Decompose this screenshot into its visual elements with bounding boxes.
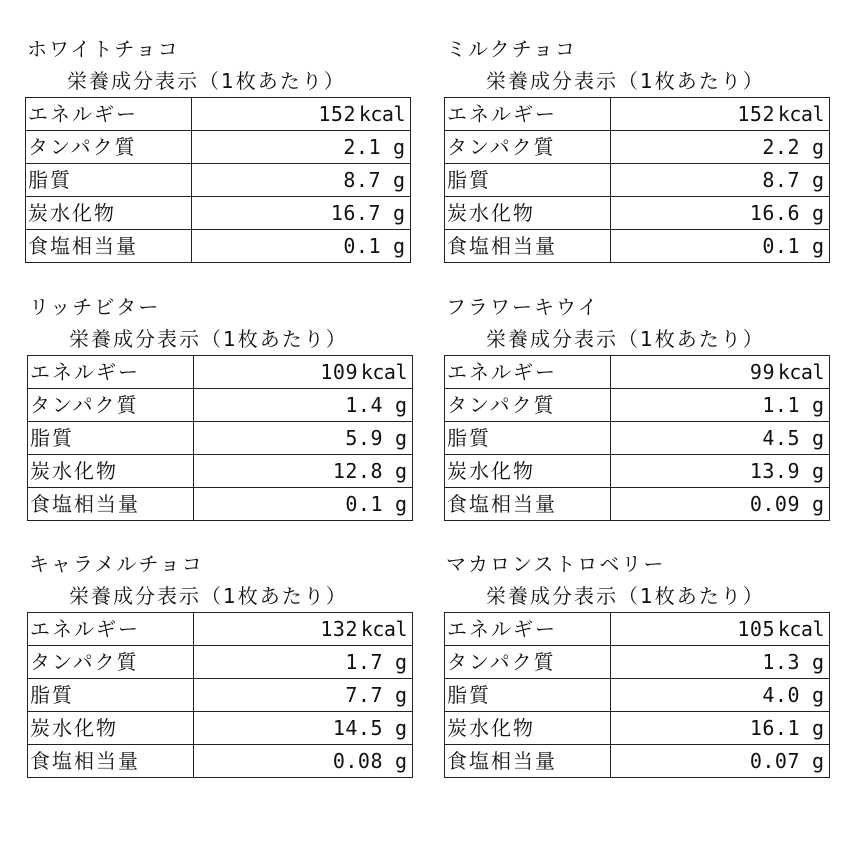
table-caption: 栄養成分表示（1枚あたり）	[69, 327, 348, 351]
table-row	[28, 455, 413, 488]
row-value-cell	[611, 488, 830, 521]
nutrition-table	[444, 612, 830, 778]
row-value-cell	[192, 164, 411, 197]
row-label: 脂質	[445, 679, 611, 712]
product-name: リッチビター	[29, 295, 161, 319]
product-name: ホワイトチョコ	[27, 37, 180, 61]
salt-value: 0.09	[749, 492, 800, 516]
table-caption: 栄養成分表示（1枚あたり）	[69, 584, 348, 608]
row-label: 脂質	[26, 164, 192, 197]
unit-kcal: kcal	[777, 617, 824, 641]
row-value-cell	[192, 197, 411, 230]
nutrition-table	[27, 355, 413, 521]
table-row	[28, 712, 413, 745]
table-row	[445, 488, 830, 521]
unit-g: g	[392, 135, 405, 159]
energy-value: 99	[749, 360, 775, 384]
table-row	[445, 389, 830, 422]
table-row	[28, 389, 413, 422]
fat-value: 5.9	[345, 426, 383, 450]
table-row	[445, 422, 830, 455]
table-row	[28, 422, 413, 455]
salt-value: 0.1	[762, 234, 800, 258]
row-label: タンパク質	[28, 389, 194, 422]
protein-value: 1.3	[762, 650, 800, 674]
table-row	[28, 356, 413, 389]
fat-value: 4.0	[762, 683, 800, 707]
unit-g: g	[811, 650, 824, 674]
row-value-cell	[194, 712, 413, 745]
row-value-cell	[611, 164, 830, 197]
unit-g: g	[811, 168, 824, 192]
unit-g: g	[811, 426, 824, 450]
row-value-cell	[192, 131, 411, 164]
unit-g: g	[811, 492, 824, 516]
table-row	[445, 455, 830, 488]
unit-kcal: kcal	[777, 102, 824, 126]
row-value-cell	[192, 230, 411, 263]
row-label: エネルギー	[445, 98, 611, 131]
table-row	[445, 131, 830, 164]
table-row	[26, 131, 411, 164]
row-label: 脂質	[28, 679, 194, 712]
table-caption: 栄養成分表示（1枚あたり）	[67, 69, 346, 93]
energy-value: 152	[318, 102, 356, 126]
unit-g: g	[811, 749, 824, 773]
row-label: エネルギー	[28, 356, 194, 389]
table-row	[445, 646, 830, 679]
table-row	[445, 356, 830, 389]
table-row	[445, 197, 830, 230]
unit-kcal: kcal	[358, 102, 405, 126]
table-row	[445, 613, 830, 646]
carb-value: 16.6	[749, 201, 800, 225]
row-value-cell	[194, 488, 413, 521]
unit-g: g	[394, 459, 407, 483]
row-label: エネルギー	[445, 356, 611, 389]
protein-value: 2.2	[762, 135, 800, 159]
unit-g: g	[394, 492, 407, 516]
salt-value: 0.1	[343, 234, 381, 258]
table-row	[445, 98, 830, 131]
unit-g: g	[394, 393, 407, 417]
unit-g: g	[811, 716, 824, 740]
row-value-cell	[194, 679, 413, 712]
unit-g: g	[394, 426, 407, 450]
unit-g: g	[394, 749, 407, 773]
salt-value: 0.1	[345, 492, 383, 516]
table-row	[445, 745, 830, 778]
row-value-cell	[194, 613, 413, 646]
protein-value: 1.4	[345, 393, 383, 417]
row-value-cell	[611, 712, 830, 745]
table-row	[26, 164, 411, 197]
row-value-cell	[611, 230, 830, 263]
unit-g: g	[394, 650, 407, 674]
unit-g: g	[811, 683, 824, 707]
energy-value: 132	[320, 617, 358, 641]
row-label: 食塩相当量	[28, 488, 194, 521]
row-label: 脂質	[445, 422, 611, 455]
nutrition-table	[444, 97, 830, 263]
nutrition-table	[25, 97, 411, 263]
row-value-cell	[611, 422, 830, 455]
table-row	[445, 230, 830, 263]
fat-value: 8.7	[343, 168, 381, 192]
row-value-cell	[611, 356, 830, 389]
unit-g: g	[811, 393, 824, 417]
row-label: 炭水化物	[445, 197, 611, 230]
row-value-cell	[194, 356, 413, 389]
carb-value: 14.5	[332, 716, 383, 740]
row-value-cell	[194, 455, 413, 488]
row-label: 炭水化物	[26, 197, 192, 230]
unit-kcal: kcal	[360, 360, 407, 384]
nutrition-table	[444, 355, 830, 521]
protein-value: 2.1	[343, 135, 381, 159]
row-value-cell	[194, 422, 413, 455]
row-label: エネルギー	[28, 613, 194, 646]
product-name: フラワーキウイ	[446, 295, 600, 319]
row-label: 食塩相当量	[26, 230, 192, 263]
row-label: 炭水化物	[28, 712, 194, 745]
unit-kcal: kcal	[777, 360, 824, 384]
carb-value: 13.9	[749, 459, 800, 483]
row-label: エネルギー	[26, 98, 192, 131]
unit-g: g	[394, 716, 407, 740]
energy-value: 109	[320, 360, 358, 384]
row-label: 食塩相当量	[445, 488, 611, 521]
row-label: タンパク質	[28, 646, 194, 679]
salt-value: 0.08	[332, 749, 383, 773]
row-label: 炭水化物	[445, 455, 611, 488]
row-label: 炭水化物	[445, 712, 611, 745]
table-row	[28, 488, 413, 521]
unit-g: g	[392, 168, 405, 192]
fat-value: 7.7	[345, 683, 383, 707]
unit-g: g	[811, 135, 824, 159]
row-label: 脂質	[28, 422, 194, 455]
row-value-cell	[611, 389, 830, 422]
row-label: 炭水化物	[28, 455, 194, 488]
unit-g: g	[811, 234, 824, 258]
unit-kcal: kcal	[360, 617, 407, 641]
protein-value: 1.7	[345, 650, 383, 674]
carb-value: 16.7	[330, 201, 381, 225]
row-value-cell	[192, 98, 411, 131]
product-name: キャラメルチョコ	[29, 552, 204, 576]
table-row	[26, 230, 411, 263]
fat-value: 8.7	[762, 168, 800, 192]
row-value-cell	[194, 389, 413, 422]
carb-value: 12.8	[332, 459, 383, 483]
row-label: 食塩相当量	[28, 745, 194, 778]
row-label: 脂質	[445, 164, 611, 197]
table-row	[445, 164, 830, 197]
table-caption: 栄養成分表示（1枚あたり）	[486, 69, 765, 93]
row-value-cell	[611, 745, 830, 778]
row-value-cell	[611, 131, 830, 164]
table-row	[28, 613, 413, 646]
protein-value: 1.1	[762, 393, 800, 417]
carb-value: 16.1	[749, 716, 800, 740]
table-row	[26, 197, 411, 230]
table-caption: 栄養成分表示（1枚あたり）	[486, 584, 765, 608]
table-caption: 栄養成分表示（1枚あたり）	[486, 327, 765, 351]
row-label: エネルギー	[445, 613, 611, 646]
energy-value: 105	[737, 617, 775, 641]
row-label: 食塩相当量	[445, 745, 611, 778]
row-value-cell	[611, 679, 830, 712]
row-label: タンパク質	[445, 646, 611, 679]
row-value-cell	[194, 646, 413, 679]
unit-g: g	[392, 234, 405, 258]
row-label: タンパク質	[445, 131, 611, 164]
row-value-cell	[611, 197, 830, 230]
table-row	[26, 98, 411, 131]
table-row	[445, 712, 830, 745]
product-name: ミルクチョコ	[446, 37, 577, 61]
salt-value: 0.07	[749, 749, 800, 773]
row-label: 食塩相当量	[445, 230, 611, 263]
row-value-cell	[611, 455, 830, 488]
nutrition-table	[27, 612, 413, 778]
row-value-cell	[611, 613, 830, 646]
row-value-cell	[611, 646, 830, 679]
row-label: タンパク質	[26, 131, 192, 164]
unit-g: g	[392, 201, 405, 225]
row-value-cell	[194, 745, 413, 778]
unit-g: g	[394, 683, 407, 707]
energy-value: 152	[737, 102, 775, 126]
table-row	[28, 679, 413, 712]
row-label: タンパク質	[445, 389, 611, 422]
fat-value: 4.5	[762, 426, 800, 450]
unit-g: g	[811, 201, 824, 225]
table-row	[28, 646, 413, 679]
unit-g: g	[811, 459, 824, 483]
table-row	[445, 679, 830, 712]
product-name: マカロンストロベリー	[446, 552, 666, 576]
table-row	[28, 745, 413, 778]
row-value-cell	[611, 98, 830, 131]
